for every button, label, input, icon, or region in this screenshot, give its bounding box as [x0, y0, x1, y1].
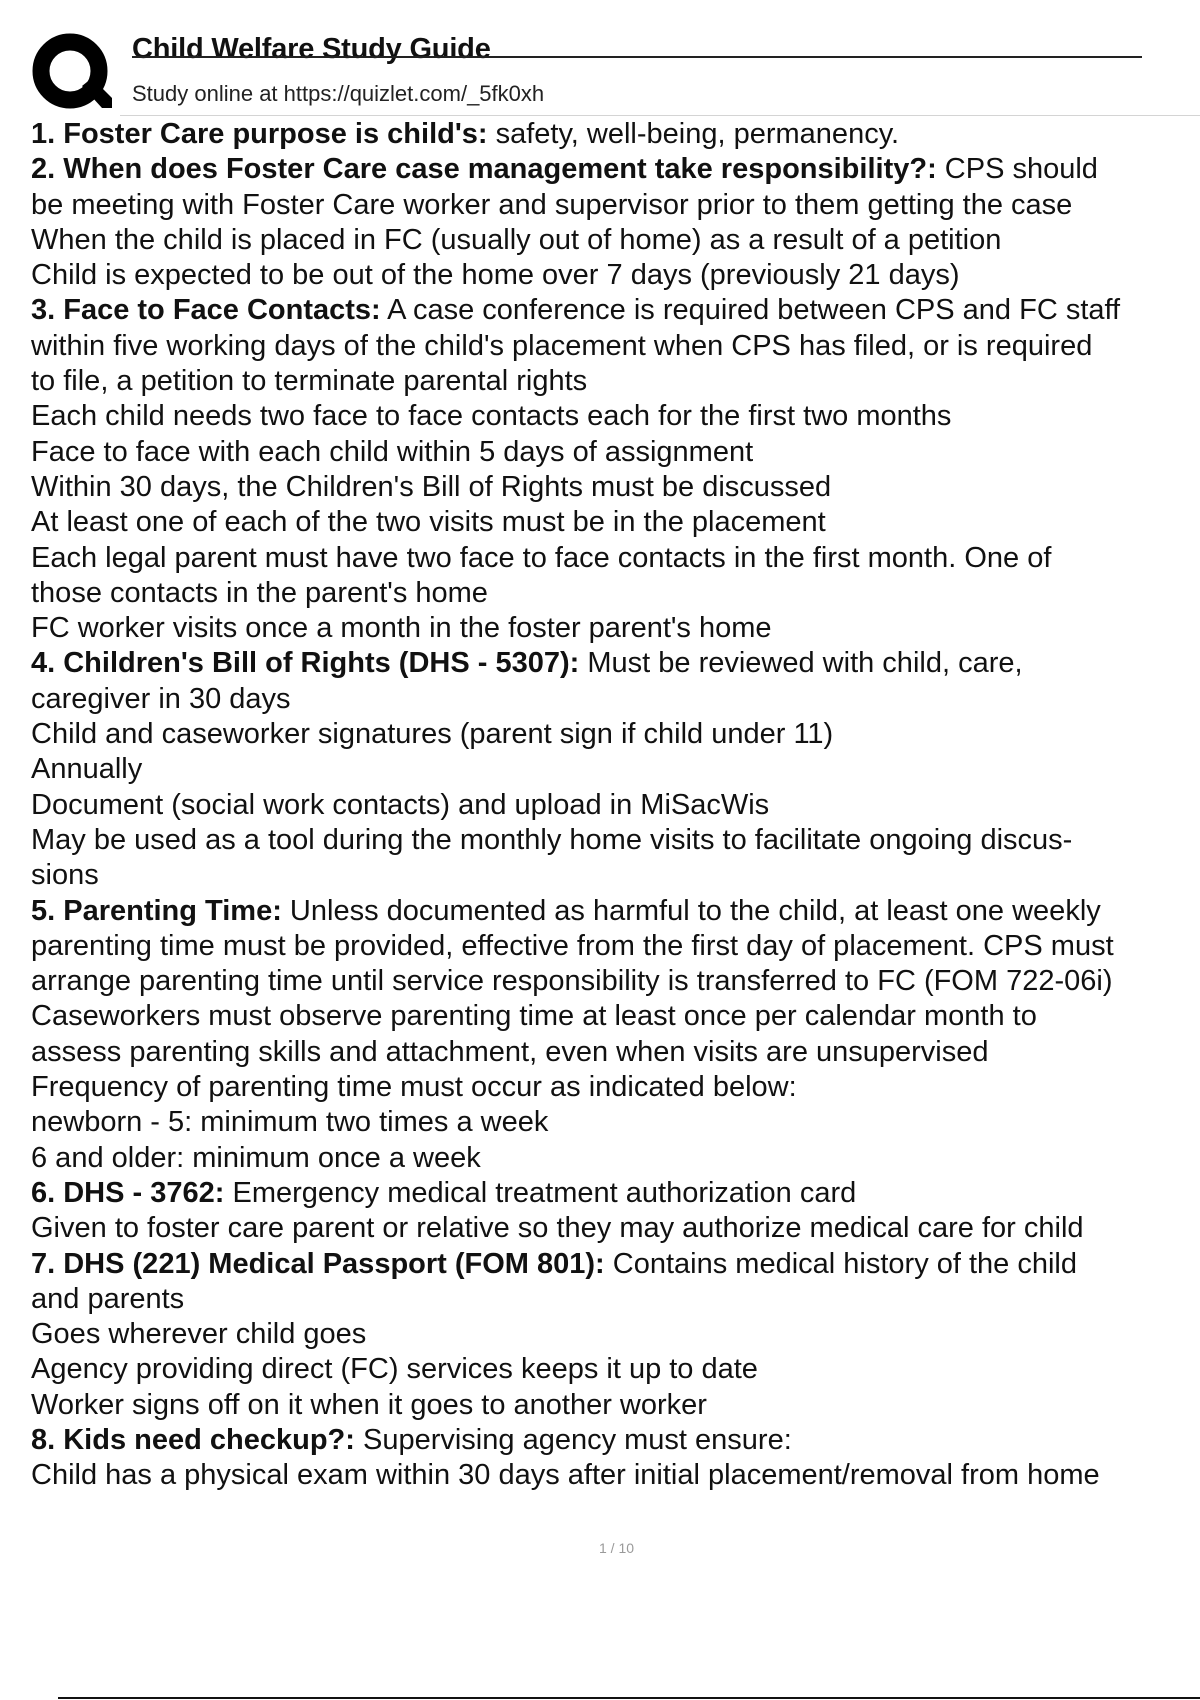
text-line [31, 1035, 1200, 1070]
definition-text: When the child is placed in FC (usually out of home) as a result of a petition [31, 223, 1002, 256]
definition-text: Caseworkers must observe parenting time at least once per calendar month to [31, 1000, 1037, 1033]
text-line [31, 1105, 1200, 1140]
definition-text: CPS should [936, 153, 1098, 186]
definition-text: assess parenting skills and attachment, even when visits are unsupervised [31, 1035, 989, 1068]
term-label: 6. DHS - 3762: [31, 1176, 225, 1209]
definition-text: within five working days of the child's placement when CPS has filed, or is required [31, 329, 1093, 362]
definition-text: Frequency of parenting time must occur as indicated below: [31, 1071, 797, 1104]
text-line [31, 611, 1200, 646]
text-line [31, 470, 1200, 505]
definition-text: FC worker visits once a month in the foster parent's home [31, 612, 772, 645]
text-line [31, 858, 1200, 893]
definition-text: Child has a physical exam within 30 days after initial placement/removal from home [31, 1459, 1100, 1492]
definition-text: Given to foster care parent or relative so they may authorize medical care for child [31, 1212, 1084, 1245]
text-line [31, 1176, 1200, 1211]
text-line [31, 117, 1200, 152]
definition-text: sions [31, 859, 99, 892]
text-line [31, 682, 1200, 717]
text-line [31, 293, 1200, 328]
text-line [31, 505, 1200, 540]
definition-text: Agency providing direct (FC) services keeps it up to date [31, 1353, 758, 1386]
definition-text: May be used as a tool during the monthly home visits to facilitate ongoing discus- [31, 823, 1073, 856]
definition-text: Child is expected to be out of the home over 7 days (previously 21 days) [31, 259, 960, 292]
term-label: 7. DHS (221) Medical Passport (FOM 801): [31, 1247, 605, 1280]
text-line [31, 929, 1200, 964]
definition-text: Unless documented as harmful to the child, at least one weekly [281, 894, 1101, 927]
definition-text: Face to face with each child within 5 days of assignment [31, 435, 754, 468]
text-line [31, 1423, 1200, 1458]
text-line [31, 1388, 1200, 1423]
definition-text: Each legal parent must have two face to face contacts in the first month. One of [31, 541, 1052, 574]
text-line [31, 894, 1200, 929]
text-line [31, 999, 1200, 1034]
definition-text: Emergency medical treatment authorization card [224, 1176, 857, 1209]
definition-text: be meeting with Foster Care worker and supervisor prior to them getting the case [31, 188, 1073, 221]
definition-text: Must be reviewed with child, care, [579, 647, 1023, 680]
title-underline [132, 56, 1142, 58]
definition-text: 6 and older: minimum once a week [31, 1141, 481, 1174]
definition-text: arrange parenting time until service responsibility is transferred to FC (FOM 722-06i) [31, 965, 1113, 998]
text-line [31, 1247, 1200, 1282]
definition-text: Annually [31, 753, 143, 786]
text-line [31, 646, 1200, 681]
text-line [31, 364, 1200, 399]
text-line [31, 1282, 1200, 1317]
study-online-link[interactable]: Study online at https://quizlet.com/_5fk0xh [132, 81, 545, 106]
definition-text: Contains medical history of the child [604, 1247, 1078, 1280]
definition-text: A case conference is required between CPS and FC staff [380, 294, 1121, 327]
text-line [31, 1141, 1200, 1176]
definition-text: and parents [31, 1282, 185, 1315]
term-label: 3. Face to Face Contacts: [31, 294, 381, 327]
definition-text: Worker signs off on it when it goes to another worker [31, 1388, 707, 1421]
definition-text: to file, a petition to terminate parental rights [31, 365, 588, 398]
definition-text: At least one of each of the two visits must be in the placement [31, 506, 826, 539]
text-line [31, 1317, 1200, 1352]
text-line [31, 576, 1200, 611]
text-line [31, 1352, 1200, 1387]
definition-text: newborn - 5: minimum two times a week [31, 1106, 549, 1139]
definition-text: caregiver in 30 days [31, 682, 291, 715]
term-label: 1. Foster Care purpose is child's: [31, 118, 488, 150]
text-line [31, 1458, 1200, 1493]
text-line [31, 152, 1200, 187]
text-line [31, 717, 1200, 752]
definition-text: those contacts in the parent's home [31, 576, 488, 609]
definition-text: Document (social work contacts) and upload in MiSacWis [31, 788, 770, 821]
document-title: Child Welfare Study Guide [132, 33, 491, 65]
text-line [31, 329, 1200, 364]
text-line [31, 788, 1200, 823]
study-guide-content [31, 117, 1200, 1494]
term-label: 5. Parenting Time: [31, 894, 282, 927]
term-label: 8. Kids need checkup?: [31, 1423, 355, 1456]
text-line [31, 823, 1200, 858]
text-line [31, 223, 1200, 258]
text-line [31, 752, 1200, 787]
text-line [31, 399, 1200, 434]
definition-text: parenting time must be provided, effective from the first day of placement. CPS must [31, 929, 1114, 962]
definition-text: Child and caseworker signatures (parent sign if child under 11) [31, 718, 834, 751]
text-line [31, 964, 1200, 999]
quizlet-logo-icon [30, 30, 114, 114]
definition-text: safety, well-being, permanency. [487, 118, 900, 150]
header-divider [120, 115, 1200, 116]
text-line [31, 188, 1200, 223]
bottom-divider [58, 1697, 1200, 1699]
definition-text: Supervising agency must ensure: [354, 1423, 792, 1456]
definition-text: Each child needs two face to face contacts each for the first two months [31, 400, 952, 433]
text-line [31, 1211, 1200, 1246]
term-label: 2. When does Foster Care case management take responsibility?: [31, 153, 937, 186]
definition-text: Within 30 days, the Children's Bill of Rights must be discussed [31, 470, 832, 503]
page-number: 1 / 10 [598, 1540, 635, 1556]
term-label: 4. Children's Bill of Rights (DHS - 5307): [31, 647, 580, 680]
definition-text: Goes wherever child goes [31, 1318, 367, 1351]
text-line [31, 258, 1200, 293]
text-line [31, 435, 1200, 470]
text-line [31, 1070, 1200, 1105]
text-line [31, 541, 1200, 576]
